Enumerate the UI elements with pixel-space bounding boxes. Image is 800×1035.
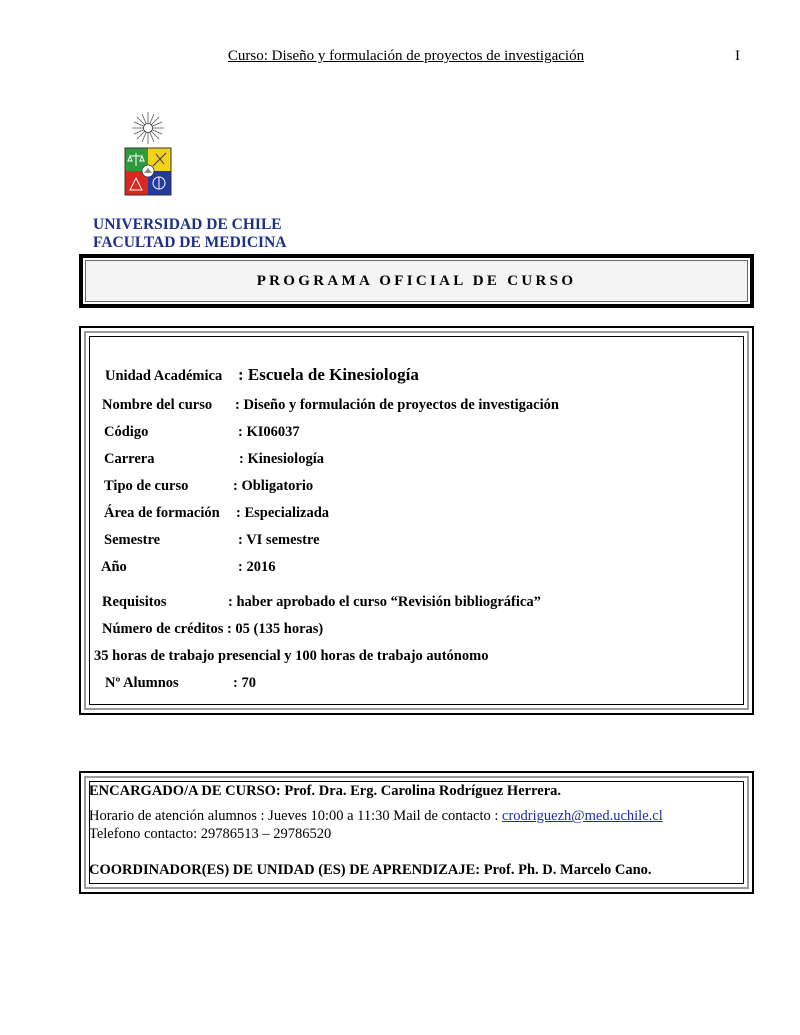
codigo-label: Código	[104, 424, 149, 440]
anio-value: : 2016	[238, 559, 276, 575]
staff-box	[79, 771, 754, 894]
page-number: I	[735, 48, 740, 64]
alumnos-value: : 70	[233, 675, 256, 691]
telefono-line: Telefono contacto: 29786513 – 29786520	[89, 826, 332, 842]
contact-email-link[interactable]: crodriguezh@med.uchile.cl	[502, 808, 663, 824]
course-info-box	[79, 326, 754, 715]
anio-label: Año	[101, 559, 127, 575]
area-value: : Especializada	[236, 505, 330, 521]
horario-text: Horario de atención alumnos : Jueves 10:00 a 11:30 Mail de contacto :	[89, 808, 503, 824]
nombre-value: : Diseño y formulación de proyectos de investigación	[235, 397, 559, 413]
carrera-label: Carrera	[104, 451, 155, 467]
coordinador-line: COORDINADOR(ES) DE UNIDAD (ES) DE APRENDIZAJE: Prof. Ph. D. Marcelo Cano.	[89, 862, 652, 878]
horas-line: 35 horas de trabajo presencial y 100 horas de trabajo autónomo	[94, 648, 489, 664]
program-title: PROGRAMA OFICIAL DE CURSO	[256, 273, 577, 289]
faculty-name: FACULTAD DE MEDICINA	[93, 234, 287, 251]
program-title-box	[79, 254, 754, 308]
unidad-value: : Escuela de Kinesiología	[238, 365, 419, 384]
semestre-label: Semestre	[104, 532, 161, 548]
requisitos-label: Requisitos	[102, 594, 167, 610]
unidad-label: Unidad Académica	[105, 368, 223, 384]
university-crest-icon	[120, 110, 176, 210]
requisitos-value: : haber aprobado el curso “Revisión bibliográfica”	[228, 594, 541, 610]
area-label: Área de formación	[104, 505, 220, 521]
carrera-value: : Kinesiología	[239, 451, 324, 467]
semestre-value: : VI semestre	[238, 532, 320, 548]
horario-line	[89, 808, 663, 825]
alumnos-label: Nº Alumnos	[105, 675, 179, 691]
running-header-title: Curso: Diseño y formulación de proyectos de investigación	[227, 48, 585, 64]
tipo-label: Tipo de curso	[104, 478, 189, 494]
encargado-line: ENCARGADO/A DE CURSO: Prof. Dra. Erg. Carolina Rodríguez Herrera.	[89, 783, 562, 799]
tipo-value: : Obligatorio	[233, 478, 314, 494]
nombre-label: Nombre del curso	[102, 397, 213, 413]
codigo-value: : KI06037	[238, 424, 300, 440]
university-name: UNIVERSIDAD DE CHILE	[93, 216, 282, 233]
creditos-line: Número de créditos : 05 (135 horas)	[102, 621, 324, 637]
